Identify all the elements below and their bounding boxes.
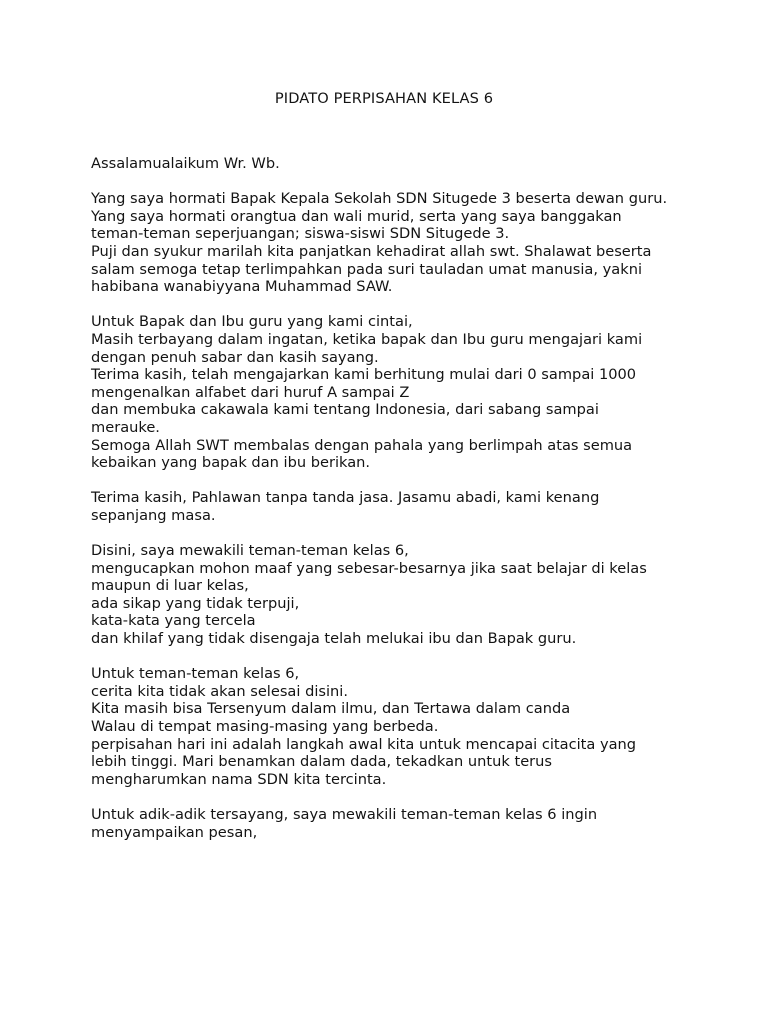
text-line: teman-teman seperjuangan; siswa-siswi SDN Situgede 3. — [91, 225, 510, 243]
paragraph-gap — [91, 296, 711, 314]
text-line: merauke. — [91, 418, 160, 436]
text-line: Masih terbayang dalam ingatan, ketika bapak dan Ibu guru mengajari kami — [91, 330, 643, 348]
paragraph-gap — [91, 173, 711, 191]
text-line: kebaikan yang bapak dan ibu berikan. — [91, 454, 371, 472]
text-line: Untuk adik-adik tersayang, saya mewakili teman-teman kelas 6 ingin — [91, 805, 598, 823]
text-line: Puji dan syukur marilah kita panjatkan kehadirat allah swt. Shalawat beserta — [91, 242, 652, 260]
text-line: Disini, saya mewakili teman-teman kelas 6, — [91, 542, 409, 560]
paragraph — [91, 313, 711, 471]
text-line: maupun di luar kelas, — [91, 577, 249, 595]
text-line: Terima kasih, telah mengajarkan kami berhitung mulai dari 0 sampai 1000 — [91, 366, 637, 384]
text-line: sepanjang masa. — [91, 506, 216, 524]
text-line: Yang saya hormati Bapak Kepala Sekolah SDN Situgede 3 beserta dewan guru. — [91, 190, 668, 208]
text-line: cerita kita tidak akan selesai disini. — [91, 682, 348, 700]
text-line: Semoga Allah SWT membalas dengan pahala yang berlimpah atas semua — [91, 436, 633, 454]
text-line: dan khilaf yang tidak disengaja telah melukai ibu dan Bapak guru. — [91, 630, 577, 648]
text-line: mengenalkan alfabet dari huruf A sampai Z — [91, 383, 410, 401]
paragraph-gap — [91, 472, 711, 490]
text-line: perpisahan hari ini adalah langkah awal kita untuk mencapai citacita yang — [91, 735, 637, 753]
paragraph — [91, 806, 711, 841]
paragraph — [91, 155, 711, 173]
text-line: salam semoga tetap terlimpahkan pada suri tauladan umat manusia, yakni — [91, 260, 642, 278]
paragraph — [91, 489, 711, 524]
paragraph-gap — [91, 788, 711, 806]
text-line: mengucapkan mohon maaf yang sebesar-besarnya jika saat belajar di kelas — [91, 559, 647, 577]
text-line: ada sikap yang tidak terpuji, — [91, 594, 300, 612]
paragraph-gap — [91, 524, 711, 542]
paragraph — [91, 190, 711, 296]
text-line: menyampaikan pesan, — [91, 823, 258, 841]
text-line: Untuk teman-teman kelas 6, — [91, 665, 300, 683]
text-line: Walau di tempat masing-masing yang berbeda. — [91, 718, 439, 735]
paragraph-gap — [91, 648, 711, 666]
text-line: dan membuka cakawala kami tentang Indonesia, dari sabang sampai — [91, 401, 599, 419]
text-line: Kita masih bisa Tersenyum dalam ilmu, dan Tertawa dalam canda — [91, 700, 571, 718]
paragraph — [91, 542, 711, 648]
text-line: dengan penuh sabar dan kasih sayang. — [91, 348, 379, 366]
text-line: Terima kasih, Pahlawan tanpa tanda jasa. Jasamu abadi, kami kenang — [91, 489, 600, 507]
paragraph — [91, 665, 711, 788]
page-title: PIDATO PERPISAHAN KELAS 6 — [274, 90, 494, 107]
text-line: lebih tinggi. Mari benamkan dalam dada, tekadkan untuk terus — [91, 753, 553, 771]
text-line: Untuk Bapak dan Ibu guru yang kami cintai, — [91, 313, 413, 331]
text-line: Yang saya hormati orangtua dan wali murid, serta yang saya banggakan — [91, 207, 622, 225]
text-line: mengharumkan nama SDN kita tercinta. — [91, 770, 387, 788]
text-line: kata-kata yang tercela — [91, 612, 256, 630]
text-line: habibana wanabiyyana Muhammad SAW. — [91, 278, 393, 296]
text-line: Assalamualaikum Wr. Wb. — [91, 155, 280, 172]
document-body — [91, 155, 711, 841]
